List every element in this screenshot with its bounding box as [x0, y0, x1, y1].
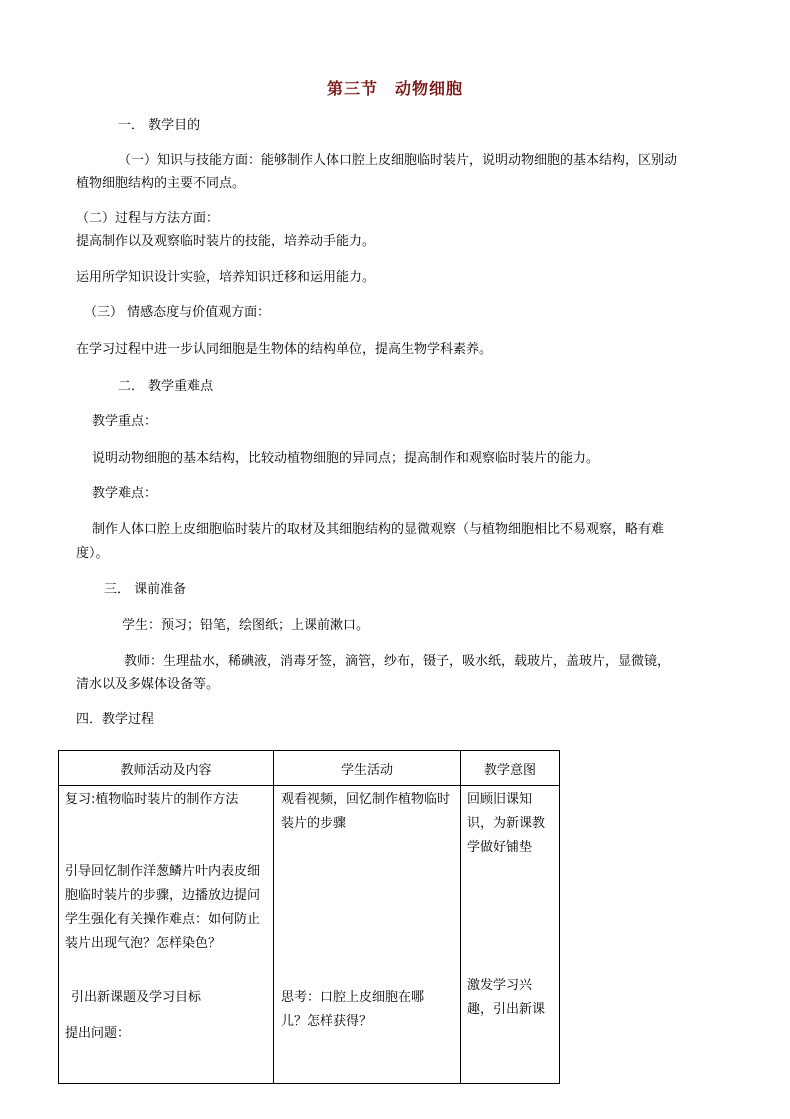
header-student: 学生活动	[274, 751, 461, 786]
teaching-process-table	[58, 750, 560, 1084]
emotion-heading: （三） 情感态度与价值观方面：	[84, 305, 271, 320]
teacher-prep: 教师：生理盐水，稀碘液，消毒牙签，滴管，纱布，镊子，吸水纸，载玻片，盖玻片，显微镜，	[124, 654, 671, 669]
intent-cell	[461, 786, 560, 1084]
process-heading: （二）过程与方法方面：	[76, 211, 220, 226]
teacher-cell	[59, 786, 274, 1084]
intent-motivate: 激发学习兴趣，引出新课	[467, 978, 546, 1017]
process-goal-2: 运用所学知识设计实验，培养知识迁移和运用能力。	[76, 270, 376, 285]
teacher-guide: 引导回忆制作洋葱鳞片叶内表皮细胞临时装片的步骤，边播放边提问学生强化有关操作难点：如何防止装片出现气泡？怎样染色？	[65, 864, 261, 951]
teacher-review: 复习:植物临时装片的制作方法	[65, 792, 239, 807]
key-point-label: 教学重点：	[92, 414, 158, 429]
teacher-intro: 引出新课题及学习目标	[71, 990, 202, 1005]
intent-review: 回顾旧课知识，为新课教学做好铺垫	[467, 792, 546, 855]
difficult-point-text: 制作人体口腔上皮细胞临时装片的取材及其细胞结构的显微观察（与植物细胞相比不易观察，略有难	[92, 522, 665, 537]
teacher-prep-cont: 清水以及多媒体设备等。	[76, 677, 220, 692]
student-watch: 观看视频，回忆制作植物临时装片的步骤	[281, 792, 451, 831]
process-goal-1: 提高制作以及观察临时装片的技能，培养动手能力。	[76, 234, 376, 249]
key-point-text: 说明动物细胞的基本结构，比较动植物细胞的异同点；提高制作和观察临时装片的能力。	[92, 451, 600, 466]
page-title: 第三节 动物细胞	[326, 79, 463, 98]
knowledge-goal-cont: 植物细胞结构的主要不同点。	[76, 176, 246, 191]
table-header-row	[59, 751, 560, 786]
student-prep: 学生：预习；铅笔，绘图纸；上课前漱口。	[122, 618, 370, 633]
section1-heading: 一． 教学目的	[118, 118, 201, 133]
teacher-question: 提出问题：	[65, 1026, 131, 1041]
section2-heading: 二． 教学重难点	[118, 379, 214, 394]
table-row	[59, 786, 560, 1084]
header-intent: 教学意图	[461, 751, 560, 786]
student-cell	[274, 786, 461, 1084]
section3-heading: 三． 课前准备	[104, 582, 187, 597]
knowledge-goal: （一）知识与技能方面：能够制作人体口腔上皮细胞临时装片，说明动物细胞的基本结构，区别动	[118, 153, 678, 168]
header-teacher: 教师活动及内容	[59, 751, 274, 786]
emotion-goal: 在学习过程中进一步认同细胞是生物体的结构单位，提高生物学科素养。	[76, 342, 493, 357]
difficult-point-cont: 度）。	[76, 546, 109, 561]
difficult-point-label: 教学难点：	[92, 486, 158, 501]
section4-heading: 四．教学过程	[76, 712, 155, 727]
student-think: 思考：口腔上皮细胞在哪儿？怎样获得？	[281, 990, 425, 1029]
